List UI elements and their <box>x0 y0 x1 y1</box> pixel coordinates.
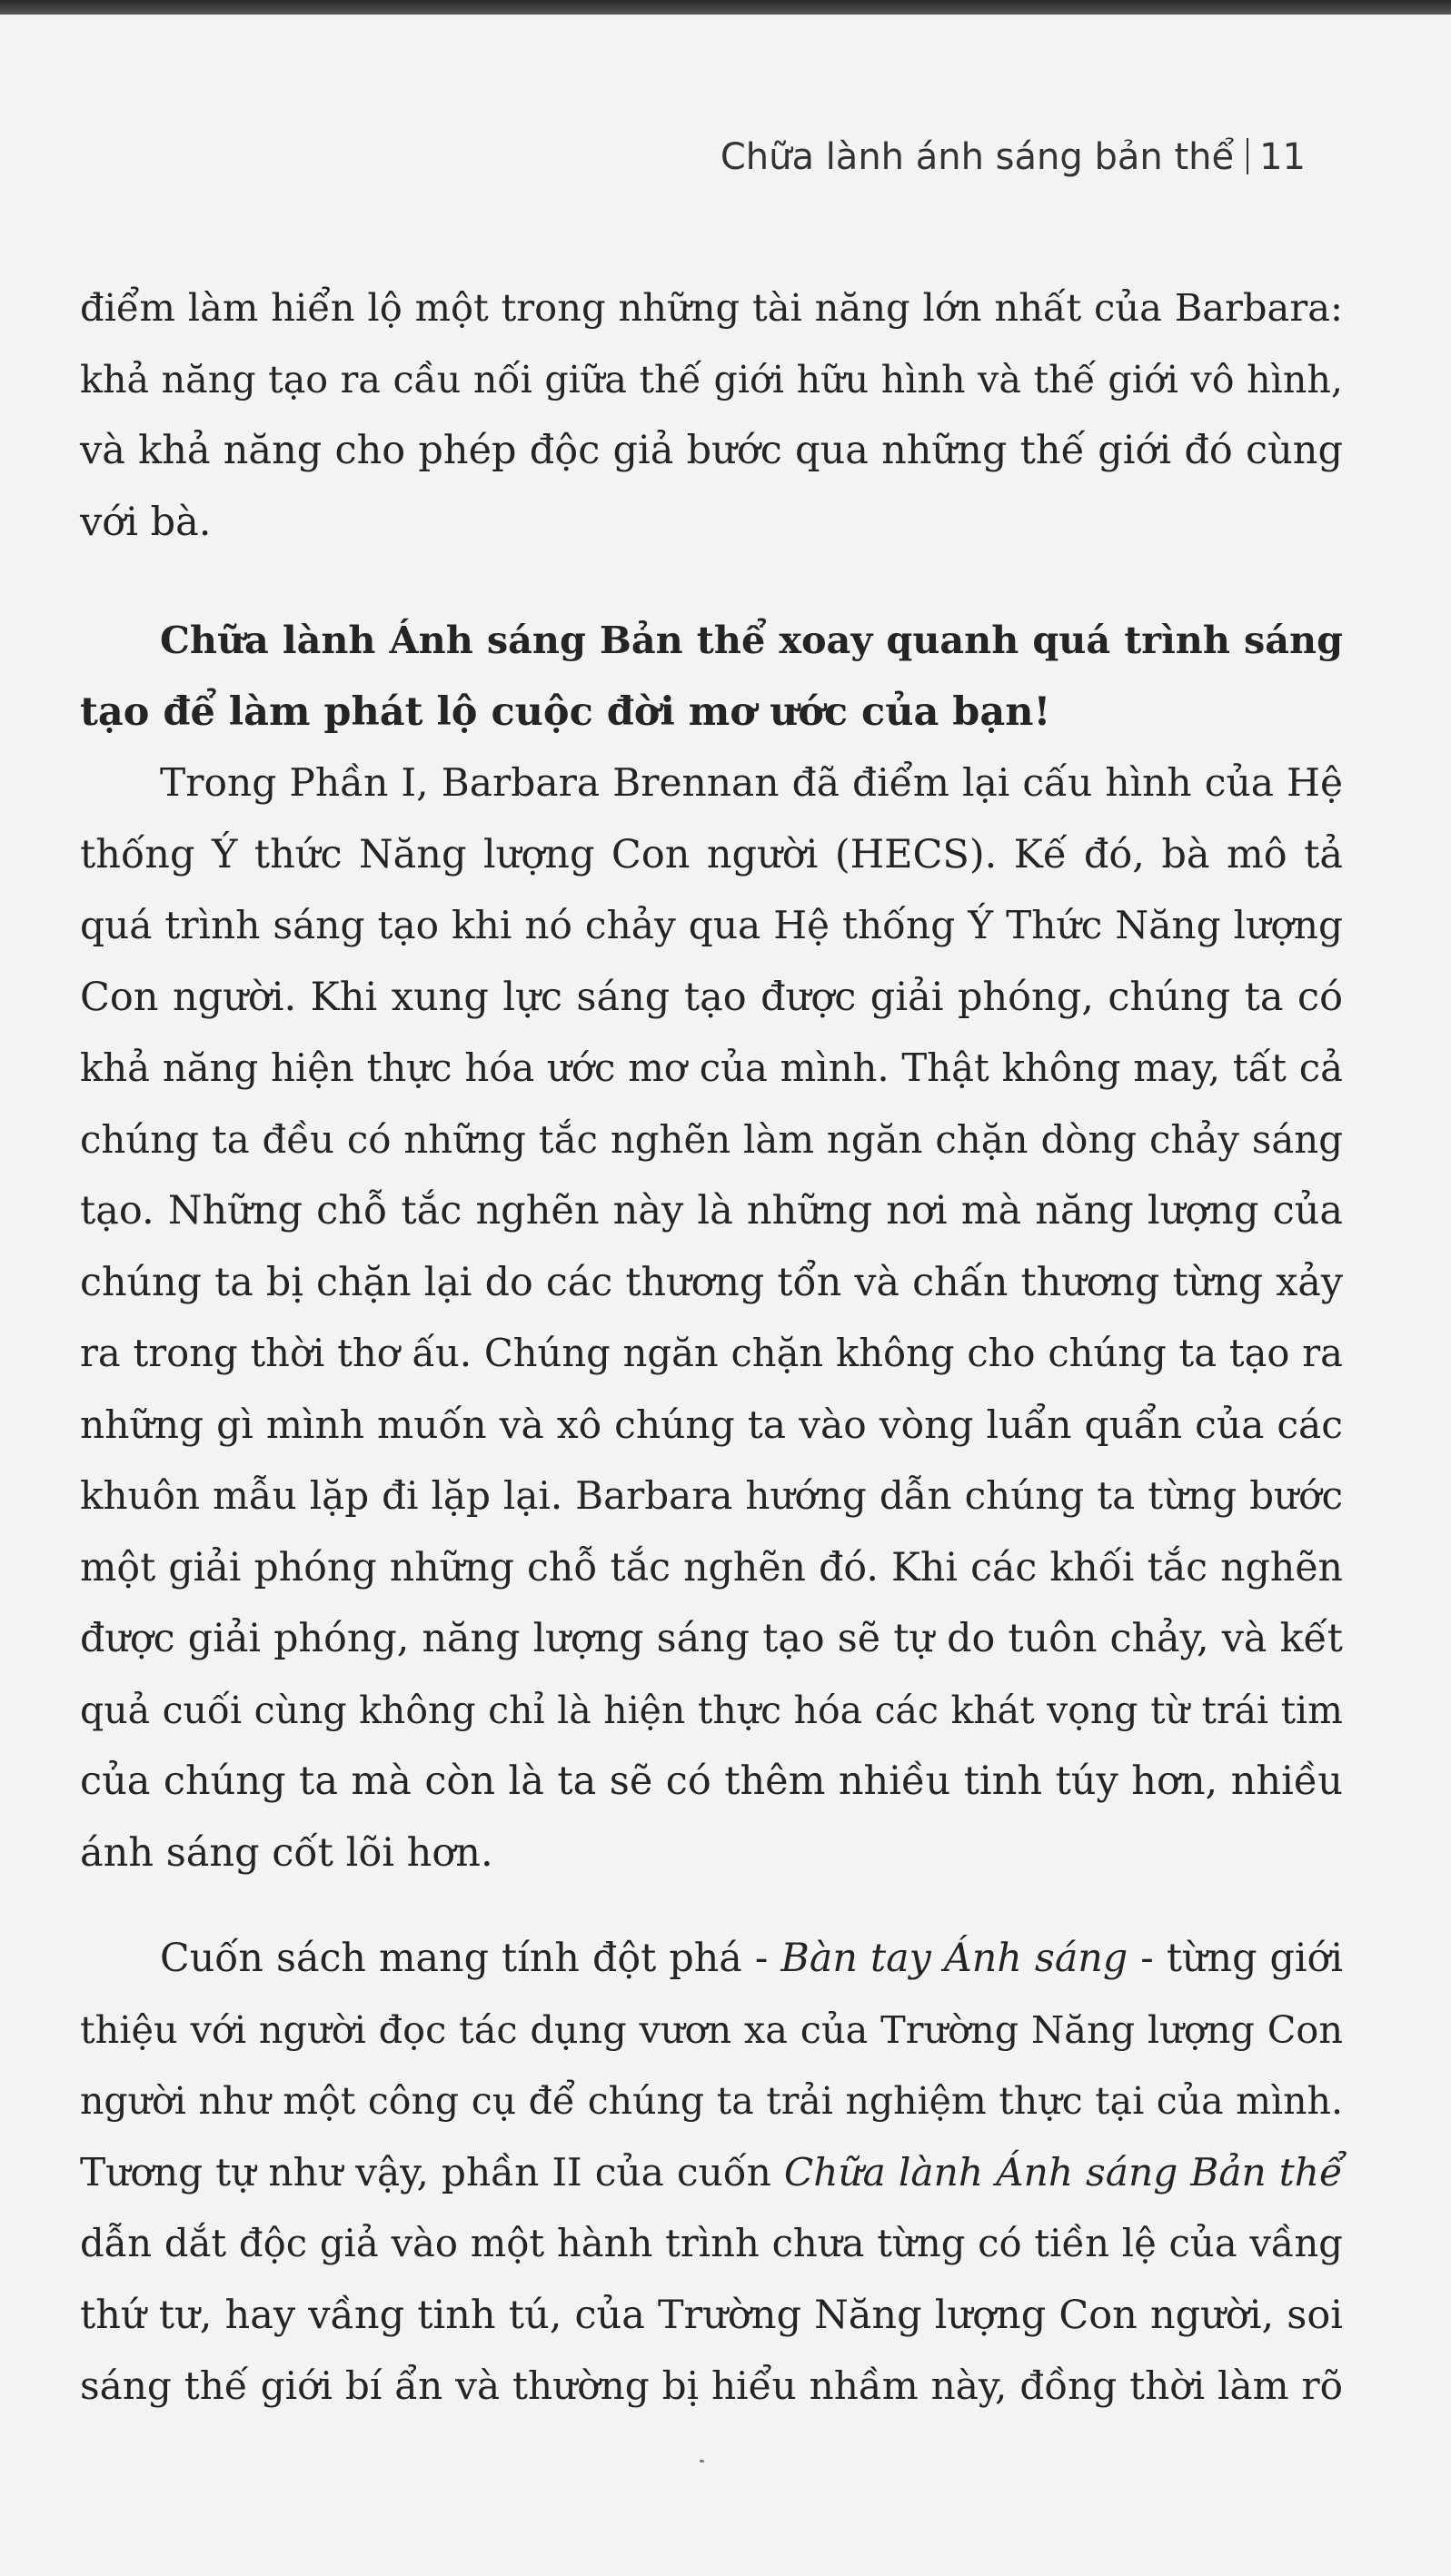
paragraph-1 <box>80 272 1343 558</box>
text-line: chúng ta bị chặn lại do các thương tổn và chấn thương từng xảy <box>80 1259 1343 1305</box>
page-body <box>80 272 1343 2422</box>
text-line: ra trong thời thơ ấu. Chúng ngăn chặn không cho chúng ta tạo ra <box>80 1331 1343 1375</box>
text-line: dẫn dắt độc giả vào một hành trình chưa từng có tiền lệ của vầng <box>80 2221 1343 2265</box>
text-run: Cuốn sách mang tính đột phá - <box>160 1936 781 1981</box>
running-header <box>720 136 1306 178</box>
book-title-italic: Bàn tay Ánh sáng <box>780 1936 1128 1981</box>
text-run: - từng giới <box>1128 1936 1343 1981</box>
paragraph-gap <box>80 558 1343 605</box>
text-line: Trong Phần I, Barbara Brennan đã điểm lại cấu hình của Hệ <box>160 760 1343 805</box>
text-line <box>80 2137 1343 2209</box>
text-line <box>80 1923 1343 1995</box>
text-line: chúng ta đều có những tắc nghẽn làm ngăn chặn dòng chảy sáng <box>80 1116 1343 1162</box>
paper-speck <box>700 2460 704 2462</box>
text-line: khả năng hiện thực hóa ước mơ của mình. Thật không may, tất cả <box>80 1045 1343 1090</box>
text-line: ánh sáng cốt lõi hơn. <box>80 1829 493 1876</box>
header-separator <box>1247 138 1248 174</box>
text-line: thiệu với người đọc tác dụng vươn xa của Trường Năng lượng Con <box>80 2007 1343 2052</box>
text-line: được giải phóng, năng lượng sáng tạo sẽ tự do tuôn chảy, và kết <box>80 1616 1343 1661</box>
paragraph-gap <box>80 1888 1343 1923</box>
page-top-edge <box>0 0 1451 15</box>
text-run: Tương tự như vậy, phần II của cuốn <box>80 2149 784 2195</box>
text-line: của chúng ta mà còn là ta sẽ có thêm nhiều tinh túy hơn, nhiều <box>80 1759 1343 1804</box>
text-line: khuôn mẫu lặp đi lặp lại. Barbara hướng dẫn chúng ta từng bước <box>80 1473 1343 1518</box>
text-line: thống Ý thức Năng lượng Con người (HECS). Kế đó, bà mô tả <box>80 831 1343 877</box>
section-heading <box>80 605 1343 748</box>
text-line: khả năng tạo ra cầu nối giữa thế giới hữu hình và thế giới vô hình, <box>80 357 1343 401</box>
paragraph-3 <box>80 1923 1343 2422</box>
text-line: người như một công cụ để chúng ta trải nghiệm thực tại của mình. <box>80 2079 1343 2123</box>
text-line: tạo. Những chỗ tắc nghẽn này là những nơi mà năng lượng của <box>80 1188 1343 1234</box>
text-line: Con người. Khi xung lực sáng tạo được giải phóng, chúng ta có <box>80 974 1343 1020</box>
text-line: những gì mình muốn và xô chúng ta vào vòng luẩn quẩn của các <box>80 1402 1343 1447</box>
text-line: với bà. <box>80 499 212 545</box>
book-title-italic: Chữa lành Ánh sáng Bản thể <box>783 2149 1343 2195</box>
text-line: điểm làm hiển lộ một trong những tài năng lớn nhất của Barbara: <box>80 285 1343 330</box>
heading-line: Chữa lành Ánh sáng Bản thể xoay quanh quá trình sáng <box>160 618 1343 662</box>
text-line: sáng thế giới bí ẩn và thường bị hiểu nhầm này, đồng thời làm rõ <box>80 2363 1343 2408</box>
heading-line: tạo để làm phát lộ cuộc đời mơ ước của bạn! <box>80 689 1051 735</box>
page-number: 11 <box>1259 136 1306 178</box>
paragraph-2 <box>80 748 1343 1888</box>
text-line: quá trình sáng tạo khi nó chảy qua Hệ thống Ý Thức Năng lượng <box>80 903 1343 947</box>
text-line: thứ tư, hay vầng tinh tú, của Trường Năng lượng Con người, soi <box>80 2292 1343 2338</box>
text-line: và khả năng cho phép độc giả bước qua những thế giới đó cùng <box>80 428 1343 473</box>
text-line: quả cuối cùng không chỉ là hiện thực hóa các khát vọng từ trái tim <box>80 1688 1343 1732</box>
text-line: một giải phóng những chỗ tắc nghẽn đó. Khi các khối tắc nghẽn <box>80 1544 1343 1590</box>
header-title: Chữa lành ánh sáng bản thể <box>720 136 1235 178</box>
